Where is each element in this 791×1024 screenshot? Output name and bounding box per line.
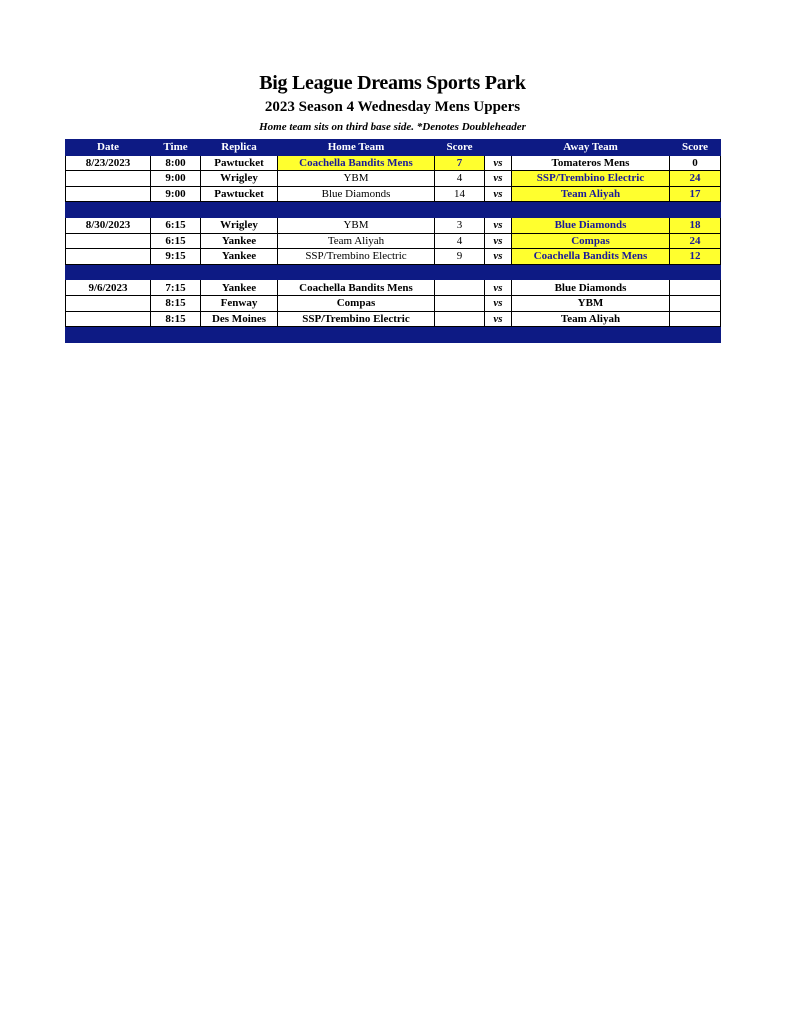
col-header-vs [485,140,512,156]
col-header-replica: Replica [201,140,278,156]
separator-row [66,264,721,280]
vs-cell: vs [485,249,512,265]
away-team-cell: SSP/Trembino Electric [512,171,670,187]
separator-cell [512,264,670,280]
col-header-home-score: Score [435,140,485,156]
separator-row [66,202,721,218]
away-score-cell: 12 [670,249,721,265]
page-title: Big League Dreams Sports Park [259,72,526,94]
separator-cell [435,202,485,218]
time-cell: 9:00 [151,186,201,202]
date-cell [66,186,151,202]
schedule-table [65,139,721,343]
home-score-cell: 7 [435,155,485,171]
separator-cell [278,264,435,280]
game-row [66,233,721,249]
date-cell [66,311,151,327]
away-team-cell: Coachella Bandits Mens [512,249,670,265]
separator-cell [435,327,485,343]
vs-cell: vs [485,155,512,171]
game-row [66,171,721,187]
vs-cell: vs [485,233,512,249]
game-row [66,280,721,296]
home-team-cell: Blue Diamonds [278,186,435,202]
separator-cell [66,202,151,218]
separator-cell [512,327,670,343]
date-cell [66,233,151,249]
separator-cell [670,264,721,280]
game-row [66,217,721,233]
separator-cell [670,202,721,218]
time-cell: 7:15 [151,280,201,296]
away-score-cell [670,280,721,296]
away-score-cell: 24 [670,233,721,249]
home-score-cell: 3 [435,217,485,233]
home-score-cell [435,311,485,327]
separator-cell [66,264,151,280]
home-score-cell: 14 [435,186,485,202]
home-team-cell: SSP/Trembino Electric [278,311,435,327]
col-header-time: Time [151,140,201,156]
page-subtitle: 2023 Season 4 Wednesday Mens Uppers [264,99,521,115]
replica-cell: Yankee [201,233,278,249]
away-score-cell: 18 [670,217,721,233]
away-score-cell: 24 [670,171,721,187]
home-score-cell: 4 [435,171,485,187]
separator-cell [485,327,512,343]
home-team-cell: YBM [278,171,435,187]
game-row [66,249,721,265]
vs-cell: vs [485,186,512,202]
away-score-cell [670,311,721,327]
away-team-cell: Compas [512,233,670,249]
game-row [66,295,721,311]
away-score-cell [670,295,721,311]
home-team-cell: Team Aliyah [278,233,435,249]
home-team-cell: Coachella Bandits Mens [278,280,435,296]
replica-cell: Pawtucket [201,155,278,171]
date-cell [66,249,151,265]
away-team-cell: Blue Diamonds [512,217,670,233]
home-score-cell [435,280,485,296]
separator-cell [278,202,435,218]
time-cell: 6:15 [151,233,201,249]
separator-cell [201,264,278,280]
home-score-cell: 9 [435,249,485,265]
home-score-cell: 4 [435,233,485,249]
separator-cell [485,202,512,218]
time-cell: 9:15 [151,249,201,265]
col-header-away-team: Away Team [512,140,670,156]
vs-cell: vs [485,295,512,311]
replica-cell: Pawtucket [201,186,278,202]
separator-cell [201,327,278,343]
time-cell: 8:15 [151,311,201,327]
away-score-cell: 0 [670,155,721,171]
time-cell: 6:15 [151,217,201,233]
time-cell: 9:00 [151,171,201,187]
page-note: Home team sits on third base side. *Denotes Doubleheader [259,121,526,133]
schedule-body [66,155,721,342]
separator-cell [151,202,201,218]
separator-cell [151,327,201,343]
home-score-cell [435,295,485,311]
replica-cell: Yankee [201,280,278,296]
home-team-cell: YBM [278,217,435,233]
replica-cell: Des Moines [201,311,278,327]
replica-cell: Fenway [201,295,278,311]
away-team-cell: YBM [512,295,670,311]
date-cell [66,171,151,187]
vs-cell: vs [485,280,512,296]
col-header-home-team: Home Team [278,140,435,156]
away-score-cell: 17 [670,186,721,202]
replica-cell: Yankee [201,249,278,265]
home-team-cell: Coachella Bandits Mens [278,155,435,171]
date-cell: 9/6/2023 [66,280,151,296]
replica-cell: Wrigley [201,171,278,187]
col-header-away-score: Score [670,140,721,156]
separator-cell [66,327,151,343]
date-cell: 8/23/2023 [66,155,151,171]
separator-cell [670,327,721,343]
replica-cell: Wrigley [201,217,278,233]
separator-cell [512,202,670,218]
separator-cell [151,264,201,280]
header-row [66,140,721,156]
separator-cell [485,264,512,280]
game-row [66,186,721,202]
away-team-cell: Team Aliyah [512,186,670,202]
separator-cell [201,202,278,218]
game-row [66,311,721,327]
vs-cell: vs [485,171,512,187]
away-team-cell: Team Aliyah [512,311,670,327]
vs-cell: vs [485,217,512,233]
game-row [66,155,721,171]
separator-cell [435,264,485,280]
away-team-cell: Tomateros Mens [512,155,670,171]
time-cell: 8:15 [151,295,201,311]
vs-cell: vs [485,311,512,327]
date-cell [66,295,151,311]
home-team-cell: SSP/Trembino Electric [278,249,435,265]
separator-cell [278,327,435,343]
time-cell: 8:00 [151,155,201,171]
date-cell: 8/30/2023 [66,217,151,233]
col-header-date: Date [66,140,151,156]
separator-row [66,327,721,343]
home-team-cell: Compas [278,295,435,311]
away-team-cell: Blue Diamonds [512,280,670,296]
